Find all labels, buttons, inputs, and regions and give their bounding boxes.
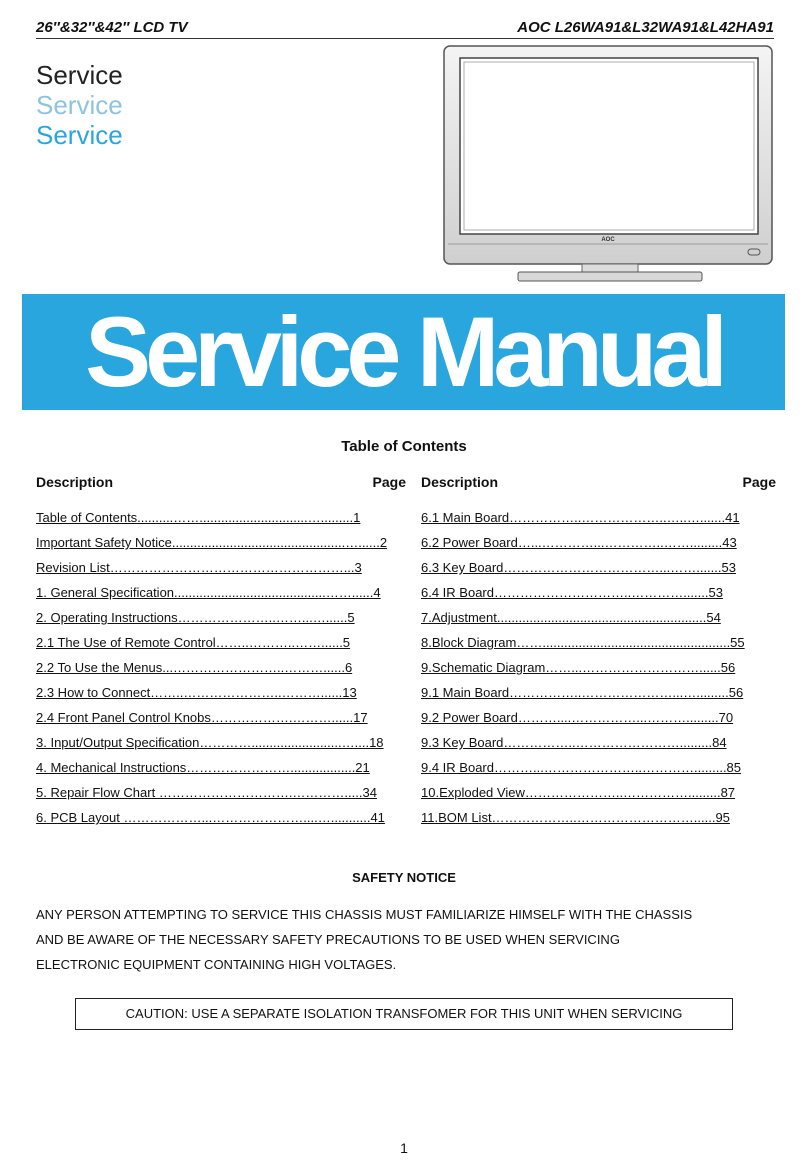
safety-line: ANY PERSON ATTEMPTING TO SERVICE THIS CHASSIS MUST FAMILIARIZE HIMSELF WITH THE CHASSIS — [36, 907, 693, 922]
service-word-light-blue: Service — [36, 90, 123, 120]
header-model-numbers: AOC L26WA91&L32WA91&L42HA91 — [517, 19, 774, 36]
toc-link[interactable]: 8.Block Diagram……....................................................55 — [421, 635, 745, 650]
toc-link[interactable]: 3. Input/Output Specification………….........................…....18 — [36, 735, 384, 750]
toc-link[interactable]: 5. Repair Flow Chart ………………………….………….....34 — [36, 785, 377, 800]
caution-box: CAUTION: USE A SEPARATE ISOLATION TRANSFOMER FOR THIS UNIT WHEN SERVICING — [75, 998, 733, 1030]
toc-page-heading: Page — [742, 474, 776, 490]
toc-left-header — [36, 474, 406, 492]
toc-link[interactable]: 6.3 Key Board………………………………...…….......53 — [421, 560, 736, 575]
toc-link[interactable]: 6.1 Main Board……………..………………..…..….......41 — [421, 510, 740, 525]
toc-link[interactable]: 9.2 Power Board………....……………...……….........70 — [421, 710, 734, 725]
service-word-blue: Service — [36, 120, 123, 150]
banner-title: Service Manual — [85, 296, 722, 407]
toc-link[interactable]: 4. Mechanical Instructions……………………..................21 — [36, 760, 370, 775]
toc-link[interactable]: 2.1 The Use of Remote Control……..………..……......5 — [36, 635, 351, 650]
toc-link[interactable]: 6.2 Power Board…...…………...…………..…….........43 — [421, 535, 737, 550]
toc-link[interactable]: Revision List………………………………………………...3 — [36, 560, 362, 575]
toc-page-heading: Page — [372, 474, 406, 490]
toc-link[interactable]: 9.Schematic Diagram……...………………………......56 — [421, 660, 736, 675]
tv-screen — [460, 58, 758, 234]
toc-link[interactable]: Important Safety Notice................................................…......2 — [36, 535, 388, 550]
service-word-black: Service — [36, 60, 123, 90]
toc-description-heading: Description — [421, 474, 499, 490]
toc-link[interactable]: 9.3 Key Board……………..…………………….........84 — [421, 735, 727, 750]
toc-link[interactable]: 7.Adjustment..........................................................54 — [421, 610, 721, 625]
toc-title: Table of Contents — [341, 438, 467, 455]
toc-link[interactable]: 9.4 IR Board………...…………………..………….........85 — [421, 760, 742, 775]
toc-link[interactable]: 6.4 IR Board…………………………..………….......53 — [421, 585, 723, 600]
toc-description-heading: Description — [36, 474, 114, 490]
safety-notice-title: SAFETY NOTICE — [352, 870, 456, 885]
service-manual-banner — [22, 294, 785, 410]
toc-link[interactable]: 2.3 How to Connect……..…………………..………......13 — [36, 685, 357, 700]
tv-stand-neck — [582, 264, 638, 272]
toc-link[interactable]: 2.2 To Use the Menus...……………………..………......6 — [36, 660, 353, 675]
toc-link[interactable]: 1. General Specification..........................................……......4 — [36, 585, 381, 600]
toc-link[interactable]: Table of Contents..........……..............................….........1 — [36, 510, 361, 525]
toc-link[interactable]: 9.1 Main Board……………..…………………...….........56 — [421, 685, 744, 700]
toc-left-column — [36, 474, 406, 835]
toc-link[interactable]: 2.4 Front Panel Control Knobs……………….………......17 — [36, 710, 368, 725]
safety-line: AND BE AWARE OF THE NECESSARY SAFETY PRECAUTIONS TO BE USED WHEN SERVICING — [36, 932, 620, 947]
lcd-tv-illustration — [442, 44, 774, 284]
toc-right-column — [421, 474, 776, 835]
tv-brand-logo: AOC — [601, 237, 615, 243]
toc-link[interactable]: 6. PCB Layout ………………...…………………....…...........41 — [36, 810, 385, 825]
tv-stand-base — [518, 272, 702, 281]
header-model-sizes: 26″&32″&42″ LCD TV — [36, 19, 188, 36]
toc-link[interactable]: 2. Operating Instructions…………………..……...…......5 — [36, 610, 355, 625]
toc-link[interactable]: 11.BOM List………………..………………………......95 — [421, 810, 730, 825]
safety-line: ELECTRONIC EQUIPMENT CONTAINING HIGH VOLTAGES. — [36, 957, 397, 972]
toc-link[interactable]: 10.Exploded View…………………..…………….........87 — [421, 785, 736, 800]
page-header — [36, 18, 774, 39]
safety-notice-body — [36, 902, 776, 977]
toc-right-header — [421, 474, 776, 492]
page-number: 1 — [400, 1140, 408, 1156]
